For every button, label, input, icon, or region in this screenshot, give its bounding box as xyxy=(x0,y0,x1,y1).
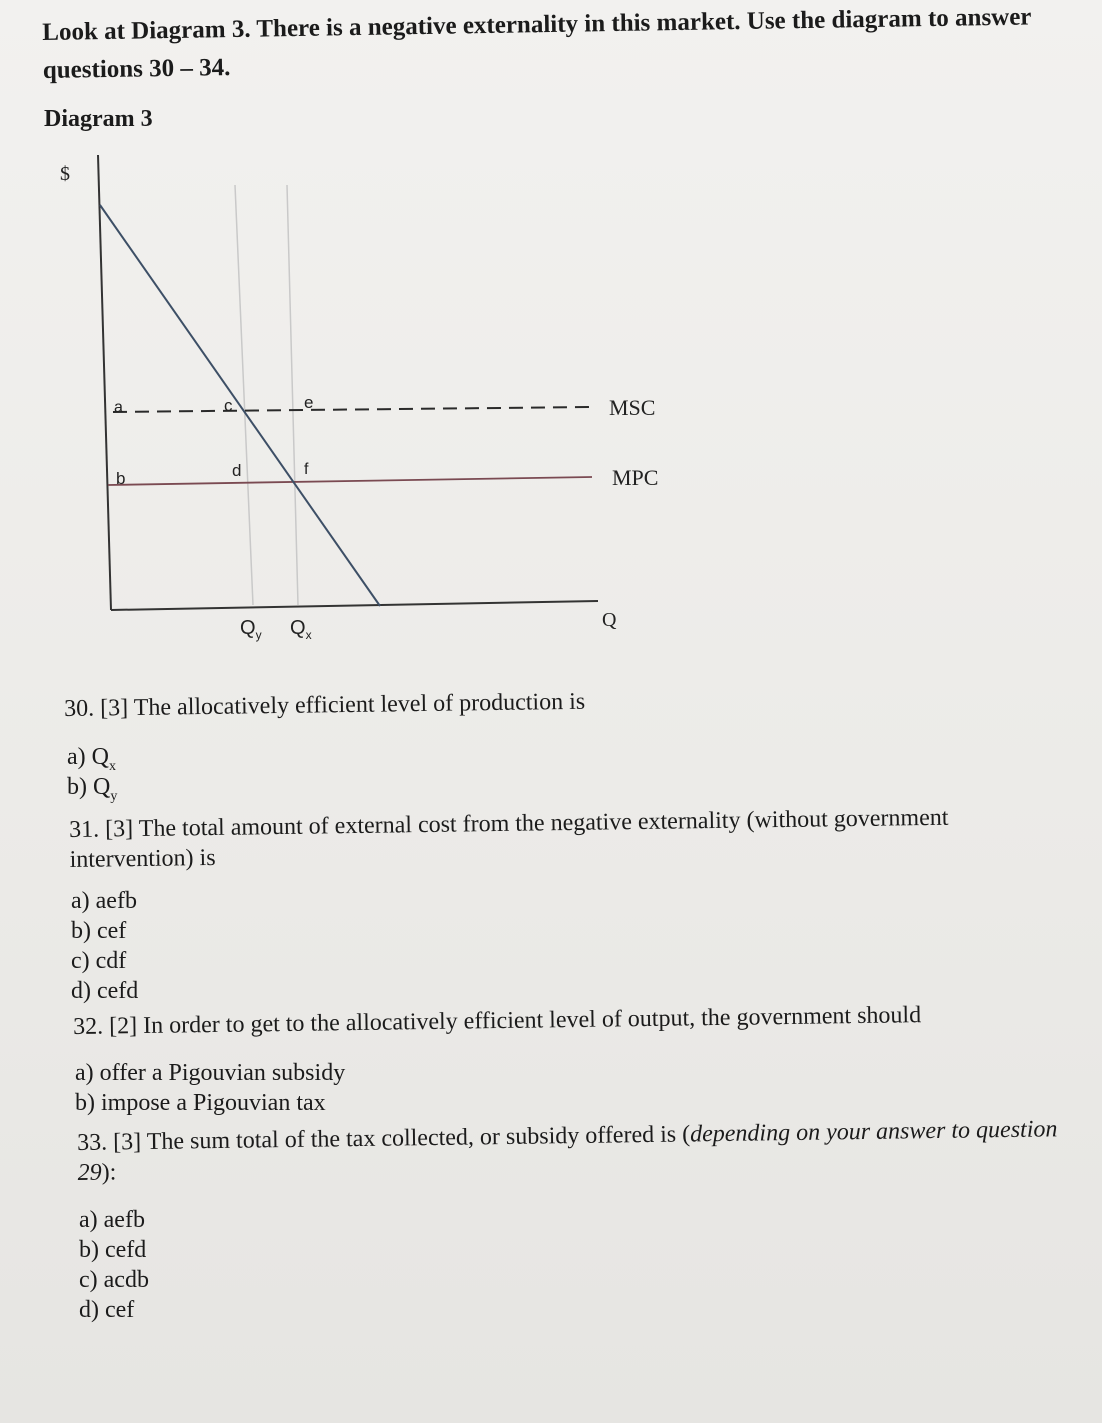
question-number: 32. xyxy=(73,1013,104,1040)
qx-label: $Q_x$ xyxy=(290,617,312,642)
q32-option-a[interactable]: a) offer a Pigouvian subsidy xyxy=(75,1060,346,1086)
diagram-title: Diagram 3 xyxy=(44,106,153,132)
question-text-end: ): xyxy=(101,1159,117,1186)
point-label-b: b xyxy=(116,469,126,488)
demand-line xyxy=(100,205,380,606)
intro-instructions: Look at Diagram 3. There is a negative externality in this market. Use the diagram to answer questions 30 – 34. xyxy=(42,3,1032,84)
msc-line xyxy=(113,407,592,412)
qx-guide-line xyxy=(287,185,298,605)
question-31-stem xyxy=(69,801,1040,875)
question-text: The total amount of external cost from the negative externality (without government intervention) is xyxy=(69,804,949,873)
mpc-label: MPC xyxy=(612,465,659,490)
question-text-italic: depending on your answer to question 29 xyxy=(77,1116,1058,1186)
question-33-stem xyxy=(77,1114,1068,1188)
q30-option-a[interactable]: a) $Q_x$ xyxy=(67,744,116,774)
question-points: [2] xyxy=(109,1013,138,1040)
question-points: [3] xyxy=(113,1129,142,1156)
question-32-stem xyxy=(73,998,1063,1042)
question-text: The allocatively efficient level of production is xyxy=(133,688,586,722)
q33-option-d[interactable]: d) cef xyxy=(79,1297,135,1323)
qy-label: $Q_y$ xyxy=(240,617,262,642)
point-label-e: e xyxy=(304,393,314,412)
question-text: The sum total of the tax collected, or subsidy offered is ( xyxy=(146,1121,691,1156)
point-label-c: c xyxy=(224,396,233,415)
q33-option-a[interactable]: a) aefb xyxy=(79,1207,145,1233)
y-axis-label: $ xyxy=(60,163,70,185)
x-axis xyxy=(111,601,598,610)
q33-option-b[interactable]: b) cefd xyxy=(79,1237,147,1263)
question-30-stem xyxy=(64,685,704,724)
y-axis xyxy=(98,155,111,610)
point-label-d: d xyxy=(232,461,242,480)
question-number: 31. xyxy=(69,816,100,843)
q31-option-a[interactable]: a) aefb xyxy=(71,888,137,914)
diagram-3 xyxy=(0,0,1102,660)
question-points: [3] xyxy=(100,695,129,722)
q31-option-c[interactable]: c) cdf xyxy=(71,948,127,974)
q33-option-c[interactable]: c) acdb xyxy=(79,1267,149,1293)
question-text: In order to get to the allocatively efficient level of output, the government should xyxy=(143,1002,922,1040)
point-label-a: a xyxy=(114,399,123,416)
question-points: [3] xyxy=(105,816,134,843)
x-axis-label: Q xyxy=(602,609,617,631)
q31-option-d[interactable]: d) cefd xyxy=(71,978,139,1004)
question-number: 30. xyxy=(64,695,95,722)
q31-option-b[interactable]: b) cef xyxy=(71,918,127,944)
point-label-f: f xyxy=(304,461,309,478)
mpc-line xyxy=(108,477,592,485)
msc-label: MSC xyxy=(609,395,656,420)
qy-guide-line xyxy=(235,185,253,605)
q32-option-b[interactable]: b) impose a Pigouvian tax xyxy=(75,1090,326,1116)
question-number: 33. xyxy=(77,1129,108,1156)
q30-option-b[interactable]: b) $Q_y$ xyxy=(67,774,118,804)
